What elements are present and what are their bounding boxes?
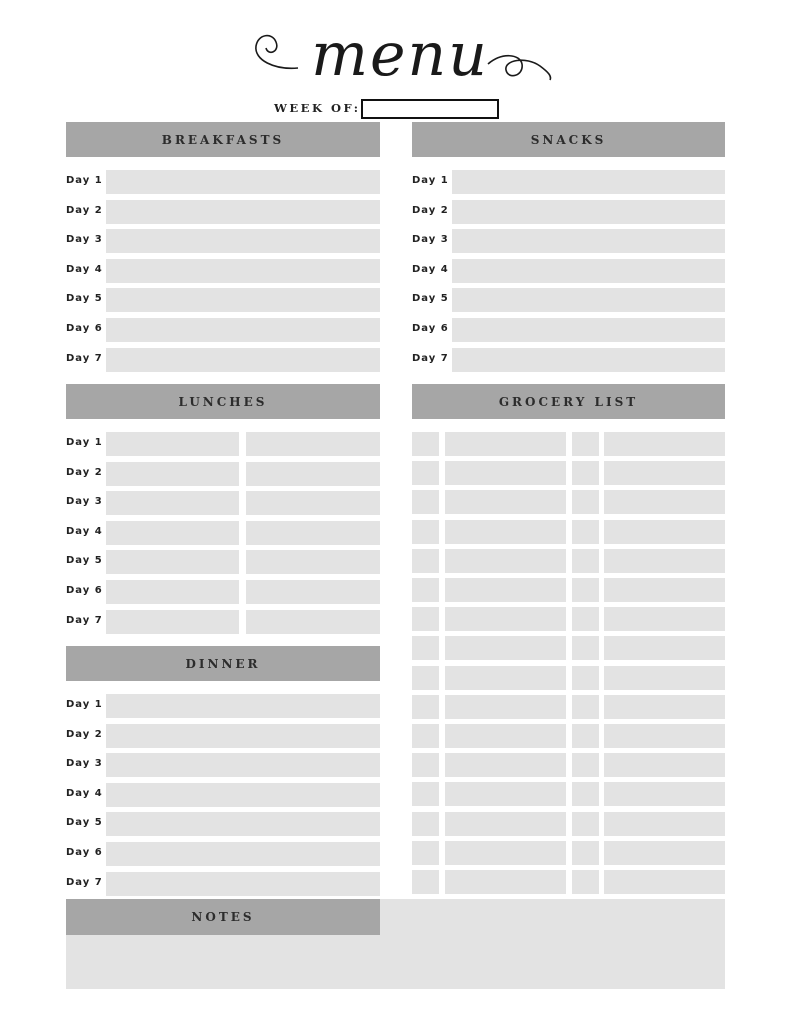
grocery-check-field[interactable] [572,870,599,894]
lunch-day-field[interactable] [106,521,239,545]
lunch-day-field[interactable] [106,580,239,604]
dinner-day-field[interactable] [106,783,380,807]
grocery-item-field[interactable] [445,520,566,544]
dinner-day-label: Day 6 [66,847,103,858]
snack-day-label: Day 5 [412,293,449,305]
grocery-item-field[interactable] [445,549,566,573]
grocery-check-field[interactable] [572,636,599,660]
dinner-day-field[interactable] [106,812,380,836]
grocery-check-field[interactable] [412,432,439,456]
grocery-item-field[interactable] [445,695,566,719]
dinner-day-field[interactable] [106,724,380,748]
grocery-check-field[interactable] [572,549,599,573]
grocery-item-field[interactable] [445,490,566,514]
grocery-check-field[interactable] [412,841,439,865]
grocery-item-field[interactable] [604,753,725,777]
grocery-item-field[interactable] [445,841,566,865]
grocery-check-field[interactable] [572,724,599,748]
grocery-item-field[interactable] [445,666,566,690]
grocery-item-field[interactable] [604,666,725,690]
grocery-item-field[interactable] [445,432,566,456]
grocery-check-field[interactable] [572,782,599,806]
grocery-item-field[interactable] [604,578,725,602]
grocery-check-field[interactable] [412,695,439,719]
grocery-check-field[interactable] [572,753,599,777]
grocery-check-field[interactable] [412,636,439,660]
lunch-day-field[interactable] [246,580,380,604]
dinner-day-label: Day 1 [66,699,103,710]
grocery-item-field[interactable] [445,461,566,485]
grocery-item-field[interactable] [445,782,566,806]
lunch-day-label: Day 5 [66,555,103,567]
grocery-item-field[interactable] [604,724,725,748]
grocery-check-field[interactable] [412,812,439,836]
dinner-day-field[interactable] [106,753,380,777]
grocery-item-field[interactable] [604,520,725,544]
grocery-check-field[interactable] [572,695,599,719]
lunch-day-label: Day 4 [66,525,103,537]
breakfast-day-field[interactable] [106,170,380,194]
dinner-day-label: Day 3 [66,758,103,770]
breakfast-day-label: Day 5 [66,293,103,305]
title-text: menu [311,20,489,90]
dinner-day-field[interactable] [106,694,380,718]
breakfast-day-field[interactable] [106,200,380,224]
lunch-day-label: Day 7 [66,614,103,626]
grocery-item-field[interactable] [445,636,566,660]
grocery-check-field[interactable] [412,461,439,485]
breakfast-day-field[interactable] [106,288,380,312]
grocery-check-field[interactable] [572,578,599,602]
breakfast-day-field[interactable] [106,229,380,253]
snack-day-field[interactable] [452,200,725,224]
dinner-header: DINNER [66,646,380,681]
grocery-check-field[interactable] [572,461,599,485]
grocery-check-field[interactable] [572,812,599,836]
lunch-day-field[interactable] [246,610,380,634]
notes-header: NOTES [66,899,380,935]
lunch-day-label: Day 6 [66,585,103,596]
breakfast-day-field[interactable] [106,259,380,283]
snack-day-label: Day 2 [412,204,449,216]
lunch-day-field[interactable] [106,550,239,574]
snack-day-label: Day 4 [412,263,449,275]
grocery-check-field[interactable] [572,520,599,544]
grocery-check-field[interactable] [412,607,439,631]
snack-day-label: Day 3 [412,234,449,246]
grocery-check-field[interactable] [572,841,599,865]
lunch-day-field[interactable] [246,432,380,456]
breakfast-day-label: Day 4 [66,263,103,275]
snack-day-label: Day 1 [412,175,449,186]
grocery-check-field[interactable] [412,578,439,602]
dinner-day-label: Day 7 [66,876,103,888]
grocery-check-field[interactable] [412,870,439,894]
menu-title [240,12,560,94]
grocery-item-field[interactable] [604,490,725,514]
lunch-day-field[interactable] [246,491,380,515]
snack-day-field[interactable] [452,229,725,253]
grocery-check-field[interactable] [572,490,599,514]
grocery-check-field[interactable] [572,607,599,631]
grocery-list-header: GROCERY LIST [412,384,725,419]
lunch-day-field[interactable] [106,432,239,456]
breakfast-day-label: Day 6 [66,323,103,334]
lunches-header: LUNCHES [66,384,380,419]
breakfast-day-label: Day 2 [66,204,103,216]
lunch-day-field[interactable] [246,521,380,545]
breakfast-day-field[interactable] [106,318,380,342]
breakfast-day-field[interactable] [106,348,380,372]
grocery-check-field[interactable] [412,549,439,573]
lunch-day-label: Day 3 [66,496,103,508]
grocery-check-field[interactable] [572,666,599,690]
grocery-item-field[interactable] [604,432,725,456]
breakfast-day-label: Day 7 [66,352,103,364]
grocery-check-field[interactable] [572,432,599,456]
grocery-item-field[interactable] [445,724,566,748]
grocery-item-field[interactable] [604,812,725,836]
lunch-day-field[interactable] [106,491,239,515]
grocery-check-field[interactable] [412,753,439,777]
snack-day-field[interactable] [452,348,725,372]
grocery-item-field[interactable] [604,782,725,806]
snack-day-field[interactable] [452,318,725,342]
grocery-item-field[interactable] [604,549,725,573]
breakfast-day-label: Day 3 [66,234,103,246]
grocery-check-field[interactable] [412,782,439,806]
week-of-label: WEEK OF: [274,101,361,115]
dinner-day-label: Day 4 [66,787,103,799]
lunch-day-label: Day 1 [66,437,103,448]
grocery-item-field[interactable] [445,753,566,777]
grocery-item-field[interactable] [604,607,725,631]
lunch-day-label: Day 2 [66,466,103,478]
grocery-item-field[interactable] [604,636,725,660]
snacks-header: SNACKS [412,122,725,157]
snack-day-field[interactable] [452,170,725,194]
grocery-item-field[interactable] [445,578,566,602]
grocery-check-field[interactable] [412,490,439,514]
lunch-day-field[interactable] [106,462,239,486]
snack-day-field[interactable] [452,259,725,283]
lunch-day-field[interactable] [106,610,239,634]
lunch-day-field[interactable] [246,462,380,486]
grocery-check-field[interactable] [412,520,439,544]
grocery-item-field[interactable] [445,870,566,894]
snack-day-label: Day 7 [412,352,449,364]
breakfast-day-label: Day 1 [66,175,103,186]
grocery-check-field[interactable] [412,666,439,690]
dinner-day-field[interactable] [106,872,380,896]
lunch-day-field[interactable] [246,550,380,574]
grocery-item-field[interactable] [445,607,566,631]
grocery-item-field[interactable] [604,695,725,719]
grocery-item-field[interactable] [604,870,725,894]
dinner-day-label: Day 2 [66,728,103,740]
snack-day-label: Day 6 [412,323,449,334]
dinner-day-label: Day 5 [66,817,103,829]
week-of-input[interactable] [361,99,499,119]
grocery-item-field[interactable] [445,812,566,836]
dinner-day-field[interactable] [106,842,380,866]
grocery-item-field[interactable] [604,841,725,865]
breakfasts-header: BREAKFASTS [66,122,380,157]
snack-day-field[interactable] [452,288,725,312]
grocery-item-field[interactable] [604,461,725,485]
grocery-check-field[interactable] [412,724,439,748]
